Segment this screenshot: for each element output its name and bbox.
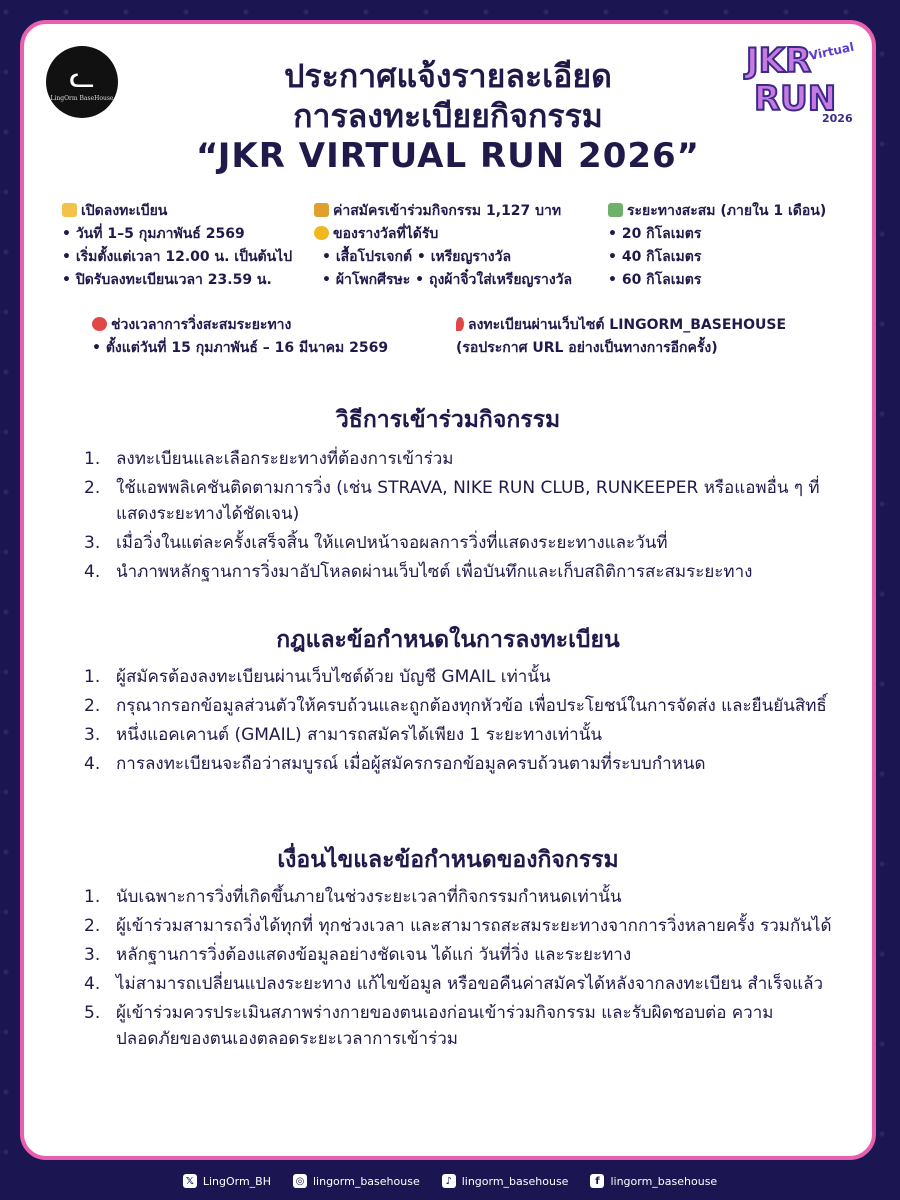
logo-virtual-text: Virtual: [807, 39, 856, 63]
registration-line: • เริ่มตั้งแต่เวลา 12.00 น. เป็นต้นไป: [62, 249, 293, 265]
list-item: 3. เมื่อวิ่งในแต่ละครั้งเสร็จสิ้น ให้แคปหน้าจอผลการวิ่งที่แสดงระยะทางและวันที่: [84, 533, 668, 553]
title-line-1: ประกาศแจ้งรายละเอียด: [284, 57, 612, 95]
distance-line: • 20 กิโลเมตร: [608, 226, 702, 242]
list-item: 5. ผู้เข้าร่วมควรประเมินสภาพร่างกายของตนเองก่อนเข้าร่วมกิจกรรม และรับผิดชอบต่อ ความปลอดภัยของตนเองตลอดระยะเวลาการเข้าร่วม: [84, 1003, 774, 1049]
logo-run-text: RUN: [754, 79, 837, 119]
registration-line: • วันที่ 1–5 กุมภาพันธ์ 2569: [62, 226, 245, 242]
distance-label: ระยะทางสะสม (ภายใน 1 เดือน): [627, 203, 827, 219]
conditions-list: [84, 884, 832, 1055]
logo-caption: LingOrm BaseHouse: [50, 94, 114, 102]
registration-line: • ปิดรับลงทะเบียนเวลา 23.59 น.: [62, 272, 272, 288]
website-info: [456, 314, 786, 360]
website-label: ลงทะเบียนผ่านเว็บไซต์ LINGORM_BASEHOUSE: [468, 317, 787, 333]
medal-icon: [314, 226, 329, 240]
how-to-join-list: [84, 446, 832, 588]
x-icon: 𝕏: [183, 1174, 197, 1188]
list-item: 4. ไม่สามารถเปลี่ยนแปลงระยะทาง แก้ไขข้อมูล หรือขอคืนค่าสมัครได้หลังจากลงทะเบียน สำเร็จแล้ว: [84, 974, 824, 994]
x-link[interactable]: 𝕏 LingOrm_BH: [183, 1174, 271, 1188]
list-item: 1. ลงทะเบียนและเลือกระยะทางที่ต้องการเข้าร่วม: [84, 449, 454, 469]
social-footer: [0, 1162, 900, 1200]
registration-label: เปิดลงทะเบียน: [81, 203, 168, 219]
period-line: • ตั้งแต่วันที่ 15 กุมภาพันธ์ – 16 มีนาคม 2569: [92, 340, 389, 356]
registration-info: [62, 200, 292, 292]
period-label: ช่วงเวลาการวิ่งสะสมระยะทาง: [111, 317, 292, 333]
tiktok-link[interactable]: ♪ lingorm_basehouse: [442, 1174, 569, 1188]
section-heading-how-to-join: วิธีการเข้าร่วมกิจกรรม: [335, 407, 561, 433]
list-item: 2. ใช้แอพพลิเคชันติดตามการวิ่ง (เช่น STRAVA, NIKE RUN CLUB, RUNKEEPER หรือแอพอื่น ๆ ที่แสดงระยะทางได้ชัดเจน): [84, 478, 820, 524]
instagram-link[interactable]: ◎ lingorm_basehouse: [293, 1174, 420, 1188]
money-bag-icon: [314, 203, 329, 217]
memo-icon: [62, 203, 77, 217]
tiktok-icon: ♪: [442, 1174, 456, 1188]
list-item: 3. หลักฐานการวิ่งต้องแสดงข้อมูลอย่างชัดเจน ได้แก่ วันที่วิ่ง และระยะทาง: [84, 945, 632, 965]
title-line-2: การลงทะเบียยกิจกรรม: [293, 97, 603, 135]
list-item: 4. การลงทะเบียนจะถือว่าสมบูรณ์ เมื่อผู้สมัครกรอกข้อมูลครบถ้วนตามที่ระบบกำหนด: [84, 754, 706, 774]
reward-line: • เสื้อโปรเจกต์ • เหรียญรางวัล: [322, 249, 512, 265]
list-item: 2. ผู้เข้าร่วมสามารถวิ่งได้ทุกที่ ทุกช่วงเวลา และสามารถสะสมระยะทางจากการวิ่งหลายครั้ง รวมกันได้: [84, 916, 832, 936]
alarm-clock-icon: [92, 317, 107, 331]
reward-line: • ผ้าโพกศีรษะ • ถุงผ้าจิ๋วใส่เหรียญรางวัล: [322, 272, 573, 288]
pin-icon: [456, 317, 464, 331]
fee-label: ค่าสมัครเข้าร่วมกิจกรรม 1,127 บาท: [333, 203, 562, 219]
title-line-3: “JKR VIRTUAL RUN 2026”: [195, 136, 701, 176]
list-item: 4. นำภาพหลักฐานการวิ่งมาอัปโหลดผ่านเว็บไซต์ เพื่อบันทึกและเก็บสถิติการสะสมระยะทาง: [84, 562, 753, 582]
logo-year-text: 2026: [822, 112, 853, 125]
road-icon: [608, 203, 623, 217]
list-item: 1. นับเฉพาะการวิ่งที่เกิดขึ้นภายในช่วงระยะเวลาที่กิจกรรมกำหนดเท่านั้น: [84, 887, 622, 907]
section-heading-registration-rules: กฎและข้อกำหนดในการลงทะเบียน: [276, 627, 620, 653]
distance-line: • 60 กิโลเมตร: [608, 272, 702, 288]
website-line: (รอประกาศ URL อย่างเป็นทางการอีกครั้ง): [456, 340, 718, 356]
section-heading-conditions: เงื่อนไขและข้อกำหนดของกิจกรรม: [277, 847, 619, 873]
fee-info: [314, 200, 572, 292]
distance-line: • 40 กิโลเมตร: [608, 249, 702, 265]
announcement-card: [20, 20, 876, 1160]
instagram-icon: ◎: [293, 1174, 307, 1188]
facebook-icon: f: [590, 1174, 604, 1188]
list-item: 2. กรุณากรอกข้อมูลส่วนตัวให้ครบถ้วนและถูกต้องทุกหัวข้อ เพื่อประโยชน์ในการจัดส่ง และยืนยันสิทธิ์: [84, 696, 827, 716]
reward-label: ของรางวัลที่ได้รับ: [333, 226, 439, 242]
facebook-link[interactable]: f lingorm_basehouse: [590, 1174, 717, 1188]
registration-rules-list: [84, 664, 832, 780]
page-title: [24, 56, 872, 176]
cat-face-icon: ᓚ: [69, 59, 95, 95]
list-item: 3. หนึ่งแอคเคานต์ (GMAIL) สามารถสมัครได้เพียง 1 ระยะทางเท่านั้น: [84, 725, 602, 745]
period-info: [92, 314, 388, 360]
distance-info: [608, 200, 826, 292]
list-item: 1. ผู้สมัครต้องลงทะเบียนผ่านเว็บไซต์ด้วย บัญชี GMAIL เท่านั้น: [84, 667, 551, 687]
logo-jkr-text: JKR: [746, 41, 812, 81]
